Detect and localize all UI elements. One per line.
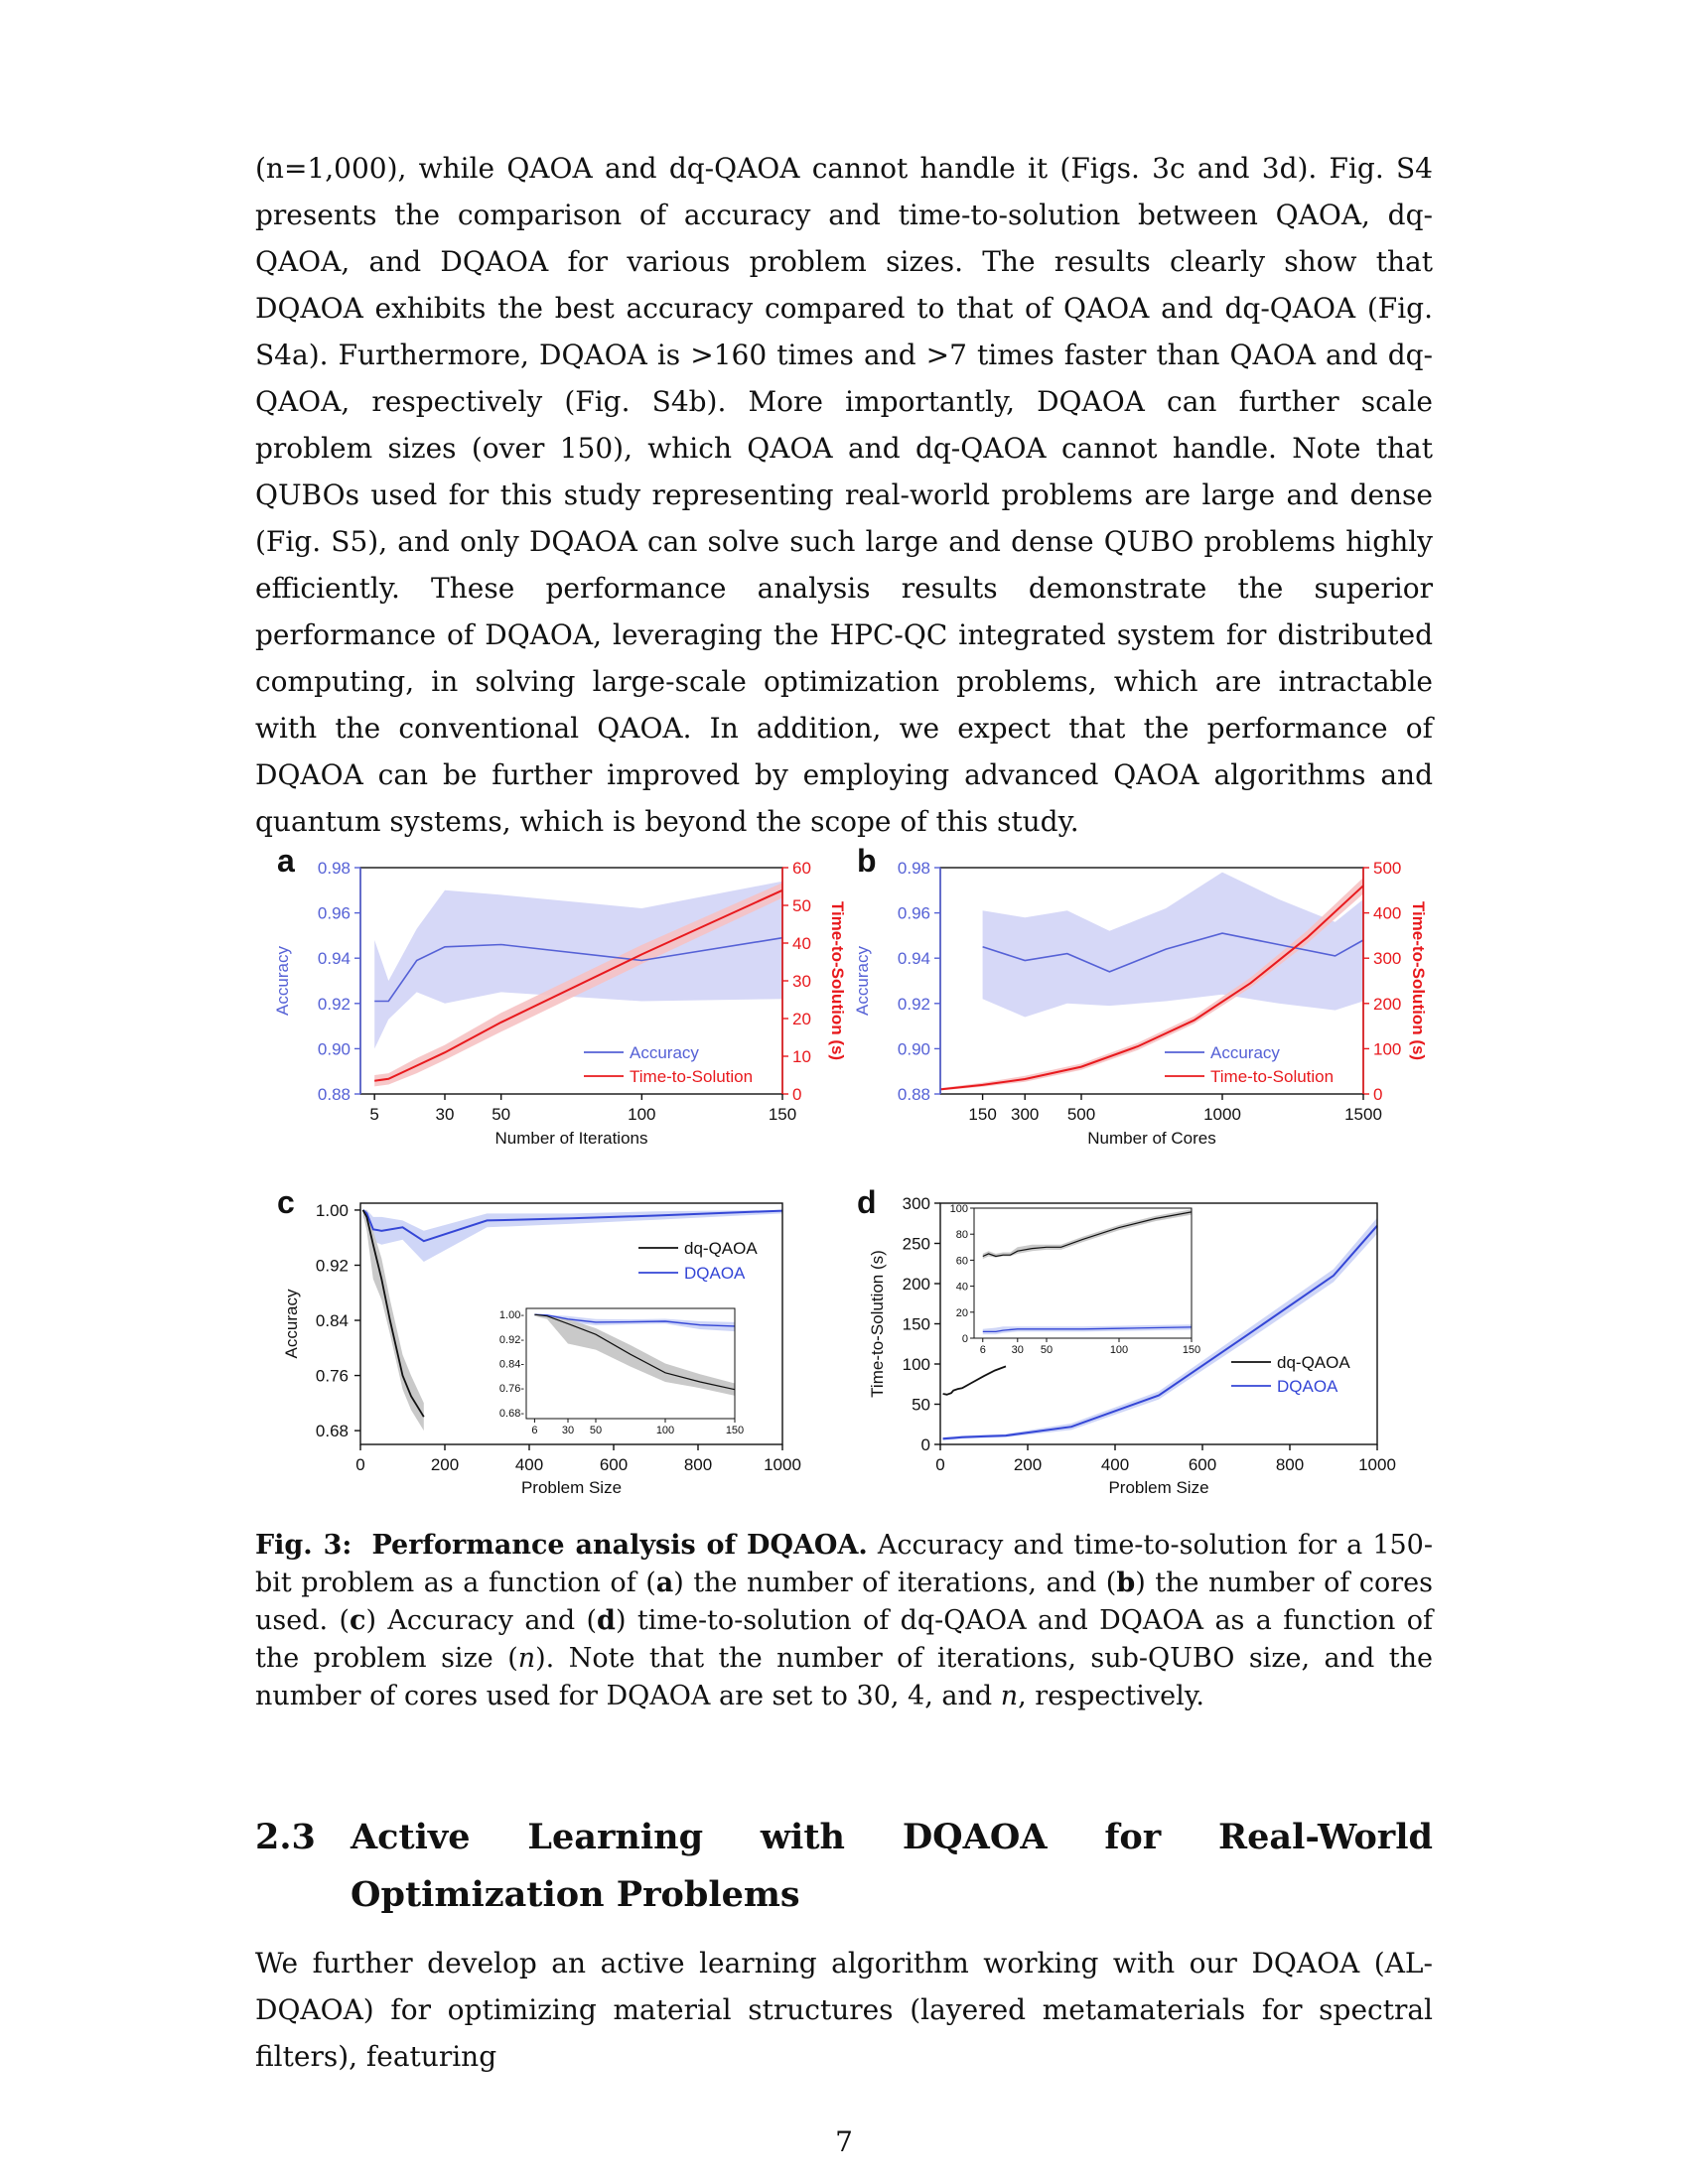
y-tick-label: 0.92 bbox=[315, 1256, 349, 1276]
body-paragraph-bottom bbox=[255, 1940, 1433, 2080]
y-tick-label: 200 bbox=[902, 1275, 930, 1294]
section-number: 2.3 bbox=[255, 1817, 316, 1857]
y-tick-label: 1.00 bbox=[315, 1200, 349, 1220]
y-axis-label: Accuracy bbox=[853, 946, 872, 1016]
caption-label: Fig. 3: bbox=[255, 1530, 352, 1561]
legend-label: Accuracy bbox=[1210, 1043, 1280, 1062]
inset-y-tick-label: 0.68- bbox=[498, 1407, 524, 1420]
dq-qaoa-line bbox=[943, 1366, 1006, 1394]
x-tick-label: 1000 bbox=[764, 1455, 801, 1474]
x-tick-label: 400 bbox=[514, 1455, 544, 1474]
legend-label: Time-to-Solution bbox=[1210, 1067, 1335, 1086]
inset-y-tick-label: 0 bbox=[961, 1333, 968, 1345]
caption-var-n: n bbox=[1000, 1681, 1019, 1711]
y-tick-label: 0.88 bbox=[897, 1085, 930, 1104]
panel-label: c bbox=[277, 1184, 295, 1220]
y-tick-label: 0 bbox=[920, 1435, 930, 1454]
y-tick-label: 150 bbox=[902, 1314, 930, 1334]
inset-plot bbox=[950, 1203, 1201, 1356]
inset-x-tick-label: 50 bbox=[589, 1425, 603, 1436]
caption-title: Performance analysis of DQAOA. bbox=[371, 1530, 868, 1561]
y2-tick-label: 20 bbox=[792, 1010, 811, 1028]
y-tick-label: 0.96 bbox=[897, 903, 930, 923]
body-paragraph-top bbox=[255, 145, 1433, 845]
panel-d bbox=[857, 1184, 1396, 1497]
legend-label: Time-to-Solution bbox=[630, 1067, 754, 1086]
caption-ref-a: a bbox=[655, 1568, 674, 1598]
x-tick-label: 600 bbox=[1188, 1455, 1217, 1474]
y-tick-label: 300 bbox=[902, 1194, 930, 1213]
y2-axis-label: Time-to-Solution (s) bbox=[828, 900, 847, 1061]
y-tick-label: 250 bbox=[902, 1234, 930, 1254]
y-tick-label: 100 bbox=[902, 1355, 930, 1374]
y-tick-label: 0.68 bbox=[315, 1422, 349, 1441]
x-tick-label: 1000 bbox=[1358, 1455, 1396, 1474]
x-tick-label: 800 bbox=[1275, 1455, 1305, 1474]
y2-tick-label: 100 bbox=[1373, 1039, 1402, 1059]
y-tick-label: 0.94 bbox=[317, 949, 351, 969]
y2-axis-label: Time-to-Solution (s) bbox=[1409, 900, 1428, 1061]
paragraph-text: We further develop an active learning algorithm working with our DQAOA (AL-DQAOA) for optimizing material structures (layered metamaterials for spectral filters), featuring bbox=[255, 1947, 1433, 2073]
inset-y-tick-label: 100 bbox=[949, 1203, 968, 1215]
x-tick-label: 0 bbox=[935, 1455, 945, 1474]
x-tick-label: 150 bbox=[768, 1105, 797, 1124]
y2-tick-label: 0 bbox=[792, 1085, 802, 1104]
y2-tick-label: 30 bbox=[792, 972, 811, 991]
y-tick-label: 0.94 bbox=[897, 949, 930, 969]
caption-ref-c: c bbox=[350, 1605, 366, 1636]
y-tick-label: 0.92 bbox=[317, 994, 351, 1014]
y2-tick-label: 500 bbox=[1373, 859, 1402, 878]
y-tick-label: 0.90 bbox=[317, 1039, 351, 1059]
x-tick-label: 800 bbox=[683, 1455, 713, 1474]
inset-y-tick-label: 60 bbox=[955, 1255, 968, 1268]
y-tick-label: 0.90 bbox=[897, 1039, 930, 1059]
y2-tick-label: 300 bbox=[1373, 949, 1402, 969]
y-tick-label: 0.98 bbox=[317, 859, 351, 878]
caption-text: , respectively. bbox=[1018, 1681, 1205, 1711]
figure-caption bbox=[255, 1527, 1433, 1715]
x-tick-label: 50 bbox=[492, 1105, 511, 1124]
y2-tick-label: 0 bbox=[1373, 1085, 1383, 1104]
x-tick-label: 600 bbox=[599, 1455, 629, 1474]
y2-tick-label: 50 bbox=[792, 896, 811, 915]
y-tick-label: 0.92 bbox=[897, 994, 930, 1014]
x-tick-label: 1500 bbox=[1344, 1105, 1382, 1124]
section-title: Active Learning with DQAOA for Real-World Optimization Problems bbox=[351, 1817, 1433, 1915]
x-axis-label: Number of Iterations bbox=[494, 1129, 648, 1148]
paragraph-text: (n=1,000), while QAOA and dq-QAOA cannot handle it (Figs. 3c and 3d). Fig. S4 presents the comparison of accuracy and time-to-solution between QAOA, dq-QAOA, and DQAOA for various problem sizes. The results clearly show that DQAOA exhibits the best accuracy compared to that of QAOA and dq-QAOA (Fig. S4a). Furthermore, DQAOA is >160 times and >7 times faster than QAOA and dq-QAOA, respectively (Fig. S4b). More importantly, DQAOA can further scale problem sizes (over 150), which QAOA and dq-QAOA cannot handle. Note that QUBOs used for this study representing real-world problems are large and dense (Fig. S5), and only DQAOA can solve such large and dense QUBO problems highly efficiently. These performance analysis results demonstrate the superior performance of DQAOA, leveraging the HPC-QC integrated system for distributed computing, in solving large-scale optimization problems, which are intractable with the conventional QAOA. In addition, we expect that the performance of DQAOA can be further improved by employing advanced QAOA algorithms and quantum systems, which is beyond the scope of this study. bbox=[255, 152, 1433, 838]
y-tick-label: 50 bbox=[912, 1395, 930, 1415]
panel-label: a bbox=[277, 843, 295, 879]
y-axis-label: Time-to-Solution (s) bbox=[868, 1250, 887, 1398]
caption-text: Accuracy and time-to-solution for a 150-bit problem as a function of ( bbox=[255, 1530, 1433, 1598]
x-tick-label: 1000 bbox=[1203, 1105, 1241, 1124]
panel-label: d bbox=[857, 1184, 877, 1220]
inset-y-tick-label: 0.92- bbox=[498, 1333, 524, 1346]
inset-y-tick-label: 0.76- bbox=[498, 1383, 524, 1396]
x-tick-label: 200 bbox=[430, 1455, 460, 1474]
y2-tick-label: 400 bbox=[1373, 903, 1402, 923]
x-tick-label: 150 bbox=[968, 1105, 997, 1124]
page-number: 7 bbox=[835, 2125, 853, 2158]
inset-x-tick-label: 6 bbox=[531, 1425, 538, 1436]
caption-var-n: n bbox=[517, 1643, 536, 1674]
y2-tick-label: 60 bbox=[792, 859, 811, 878]
caption-text: ). Note that the number of iterations, sub-QUBO size, and the number of cores used for DQAOA are set to 30, 4, and bbox=[255, 1643, 1433, 1711]
y2-tick-label: 10 bbox=[792, 1047, 811, 1066]
y2-tick-label: 200 bbox=[1373, 994, 1402, 1014]
inset-x-tick-label: 150 bbox=[725, 1425, 745, 1436]
inset-y-tick-label: 20 bbox=[955, 1306, 968, 1319]
panel-label: b bbox=[857, 843, 877, 879]
inset-background bbox=[974, 1208, 1192, 1338]
x-axis-label: Number of Cores bbox=[1087, 1129, 1216, 1148]
x-tick-label: 30 bbox=[435, 1105, 455, 1124]
legend-label: dq-QAOA bbox=[1277, 1353, 1350, 1372]
caption-text: ) the number of iterations, and ( bbox=[673, 1568, 1117, 1598]
inset-y-tick-label: 1.00- bbox=[498, 1309, 524, 1322]
y-tick-label: 0.96 bbox=[317, 903, 351, 923]
y-tick-label: 0.88 bbox=[317, 1085, 351, 1104]
x-tick-label: 500 bbox=[1066, 1105, 1096, 1124]
y-tick-label: 0.84 bbox=[315, 1311, 349, 1331]
caption-text: ) Accuracy and ( bbox=[365, 1605, 598, 1636]
x-axis-label: Problem Size bbox=[520, 1478, 623, 1497]
panel-b bbox=[853, 843, 1428, 1148]
inset-x-tick-label: 6 bbox=[979, 1344, 986, 1356]
caption-text: ) the number of cores used. ( bbox=[255, 1568, 1433, 1636]
inset-x-tick-label: 30 bbox=[1011, 1344, 1024, 1356]
y-axis-label: Accuracy bbox=[273, 946, 292, 1016]
inset-x-tick-label: 50 bbox=[1040, 1344, 1054, 1356]
legend-label: Accuracy bbox=[630, 1043, 699, 1062]
caption-ref-d: d bbox=[597, 1605, 616, 1636]
y-tick-label: 0.98 bbox=[897, 859, 930, 878]
inset-y-tick-label: 0.84- bbox=[498, 1358, 524, 1371]
y2-tick-label: 40 bbox=[792, 934, 811, 953]
legend-label: DQAOA bbox=[1277, 1377, 1338, 1396]
inset-y-tick-label: 80 bbox=[955, 1229, 968, 1242]
inset-y-tick-label: 40 bbox=[955, 1281, 968, 1294]
x-tick-label: 100 bbox=[628, 1105, 656, 1124]
caption-text: ) time-to-solution of dq-QAOA and DQAOA as a function of the problem size ( bbox=[255, 1605, 1433, 1674]
inset-x-tick-label: 100 bbox=[655, 1425, 675, 1436]
inset-x-tick-label: 100 bbox=[1109, 1344, 1129, 1356]
inset-x-tick-label: 30 bbox=[561, 1425, 575, 1436]
accuracy-band bbox=[983, 873, 1363, 1018]
x-tick-label: 400 bbox=[1100, 1455, 1130, 1474]
panel-a bbox=[273, 843, 847, 1148]
y-tick-label: 0.76 bbox=[315, 1366, 349, 1386]
caption-ref-b: b bbox=[1116, 1568, 1136, 1598]
y-axis-label: Accuracy bbox=[282, 1289, 301, 1359]
inset-x-tick-label: 150 bbox=[1182, 1344, 1201, 1356]
inset-plot bbox=[499, 1308, 744, 1436]
accuracy-band bbox=[374, 882, 782, 1049]
x-tick-label: 0 bbox=[355, 1455, 365, 1474]
x-tick-label: 200 bbox=[1013, 1455, 1043, 1474]
x-tick-label: 300 bbox=[1011, 1105, 1040, 1124]
x-tick-label: 5 bbox=[369, 1105, 379, 1124]
figure-3 bbox=[263, 834, 1428, 1509]
x-axis-label: Problem Size bbox=[1108, 1478, 1209, 1497]
legend-label: dq-QAOA bbox=[684, 1239, 758, 1258]
panel-c bbox=[277, 1184, 801, 1497]
legend-label: DQAOA bbox=[684, 1264, 746, 1283]
